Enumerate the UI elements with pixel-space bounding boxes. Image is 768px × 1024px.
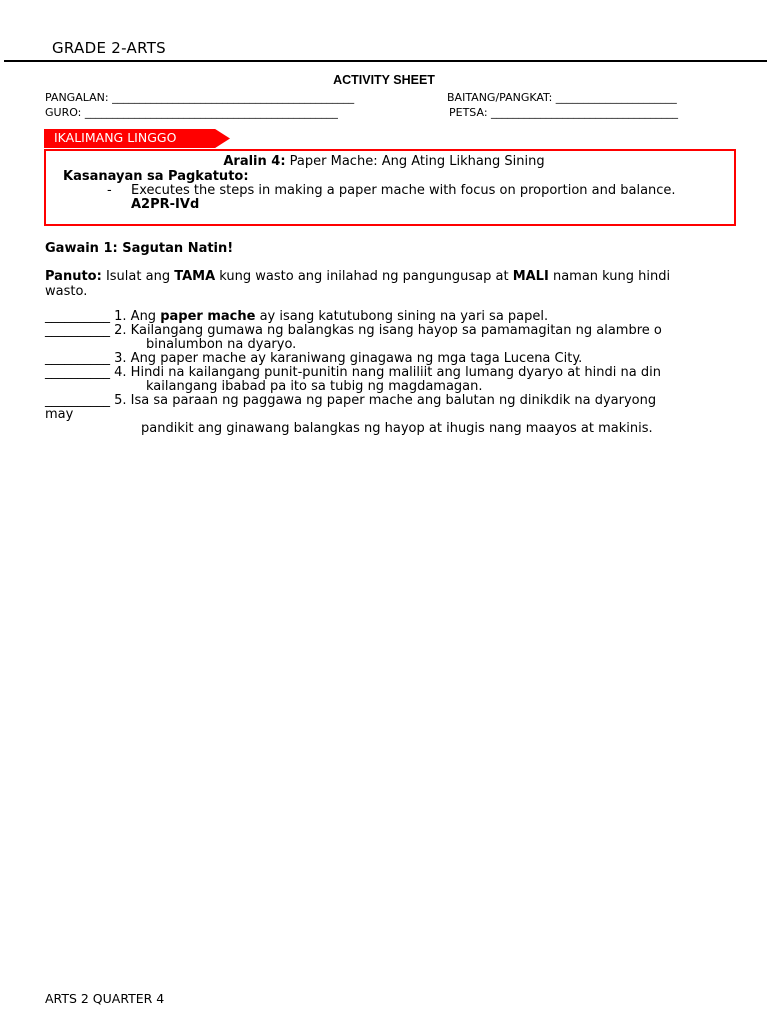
instruction-line-1: Panuto: Isulat ang TAMA kung wasto ang inilahad ng pangungusap at MALI naman kung hindi <box>45 269 671 284</box>
section-field[interactable]: BAITANG/PANGKAT: ______________________ <box>447 91 677 104</box>
teacher-field[interactable]: GURO: ______________________________________________ <box>45 106 338 119</box>
lesson-title <box>0 154 768 169</box>
activity-sheet-title: ACTIVITY SHEET <box>333 73 435 87</box>
activity-title: Gawain 1: Sagutan Natin! <box>45 241 234 256</box>
header-divider <box>4 60 767 62</box>
name-field[interactable]: PANGALAN: ____________________________________________ <box>45 91 355 104</box>
date-field[interactable]: PETSA: __________________________________ <box>449 106 679 119</box>
item-2: __________ 2. Kailangang gumawa ng balangkas ng isang hayop sa pamamagitan ng alambre o <box>45 323 662 338</box>
answer-blank-2[interactable]: __________ <box>45 323 110 338</box>
item-2-cont: binalumbon na dyaryo. <box>146 337 297 352</box>
competency-bullet: - <box>107 183 112 198</box>
instruction-line-2: wasto. <box>45 284 88 299</box>
item-3: __________ 3. Ang paper mache ay karaniwang ginagawa ng mga taga Lucena City. <box>45 351 583 366</box>
lesson-title-text: Paper Mache: Ang Ating Likhang Sining <box>289 154 545 169</box>
answer-blank-4[interactable]: __________ <box>45 365 110 380</box>
grade-header: GRADE 2-ARTS <box>52 39 166 57</box>
answer-blank-3[interactable]: __________ <box>45 351 110 366</box>
lesson-label: Aralin 4: <box>223 154 286 169</box>
page-footer: ARTS 2 QUARTER 4 <box>45 991 165 1006</box>
mali-word: MALI <box>512 269 549 284</box>
instruction-label: Panuto: <box>45 269 102 284</box>
item-1: __________ 1. Ang paper mache ay isang katutubong sining na yari sa papel. <box>45 309 549 324</box>
competency-label: Kasanayan sa Pagkatuto: <box>63 169 249 184</box>
week-banner-label: IKALIMANG LINGGO <box>54 130 177 145</box>
item-5: __________ 5. Isa sa paraan ng paggawa ng paper mache ang balutan ng dinikdik na dyaryong <box>45 393 657 408</box>
tama-word: TAMA <box>174 269 216 284</box>
answer-blank-5[interactable]: __________ <box>45 393 110 408</box>
item-4-cont: kailangang ibabad pa ito sa tubig ng magdamagan. <box>146 379 483 394</box>
item-4: __________ 4. Hindi na kailangang punit-punitin nang maliliit ang lumang dyaryo at hindi na din <box>45 365 661 380</box>
item-5-wrap: may <box>45 407 74 422</box>
competency-text: Executes the steps in making a paper mache with focus on proportion and balance. <box>131 183 676 198</box>
competency-code: A2PR-IVd <box>131 197 200 212</box>
answer-blank-1[interactable]: __________ <box>45 309 110 324</box>
item-5-cont: pandikit ang ginawang balangkas ng hayop at ihugis nang maayos at makinis. <box>141 421 653 436</box>
